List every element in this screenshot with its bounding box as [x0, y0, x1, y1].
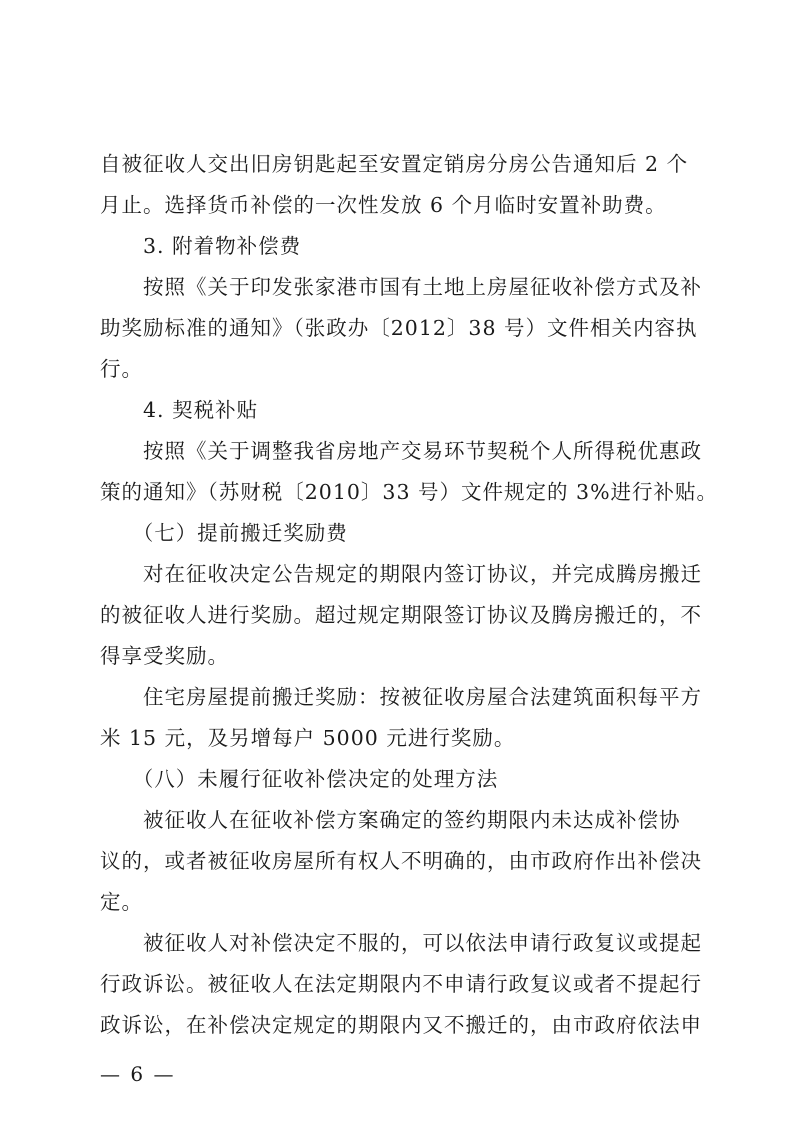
text-line-2: 月止。选择货币补偿的一次性发放 6 个月临时安置补助费。: [100, 193, 667, 217]
text-line-14: 住宅房屋提前搬迁奖励：按被征收房屋合法建筑面积每平方: [100, 685, 702, 709]
text-line-5: 助奖励标准的通知》（张政办〔2012〕38 号）文件相关内容执: [100, 316, 698, 340]
text-line-11: 对在征收决定公告规定的期限内签订协议，并完成腾房搬迁: [100, 562, 702, 586]
text-line-12: 的被征收人进行奖励。超过规定期限签订协议及腾房搬迁的，不: [100, 603, 702, 627]
section-heading-8: （八）未履行征收补偿决定的处理方法: [100, 767, 499, 791]
text-line-22: 政诉讼，在补偿决定规定的期限内又不搬迁的，由市政府依法申: [100, 1013, 702, 1037]
text-line-19: 定。: [100, 890, 143, 914]
page-number: — 6 —: [100, 1062, 176, 1086]
text-line-15: 米 15 元，及另增每户 5000 元进行奖励。: [100, 726, 516, 750]
section-heading-3: 3. 附着物补偿费: [100, 234, 302, 258]
text-line-13: 得享受奖励。: [100, 644, 229, 668]
text-line-18: 议的，或者被征收房屋所有权人不明确的，由市政府作出补偿决: [100, 849, 702, 873]
text-line-4: 按照《关于印发张家港市国有土地上房屋征收补偿方式及补: [100, 275, 702, 299]
text-line-6: 行。: [100, 357, 143, 381]
text-line-20: 被征收人对补偿决定不服的，可以依法申请行政复议或提起: [100, 931, 702, 955]
text-line-17: 被征收人在征收补偿方案确定的签约期限内未达成补偿协: [100, 808, 681, 832]
text-line-8: 按照《关于调整我省房地产交易环节契税个人所得税优惠政: [100, 439, 702, 463]
text-line-9: 策的通知》（苏财税〔2010〕33 号）文件规定的 3%进行补贴。: [100, 480, 719, 504]
section-heading-4: 4. 契税补贴: [100, 398, 259, 422]
text-line-1: 自被征收人交出旧房钥匙起至安置定销房分房公告通知后 2 个: [100, 152, 689, 176]
section-heading-7: （七）提前搬迁奖励费: [100, 521, 348, 545]
text-line-21: 行政诉讼。被征收人在法定期限内不申请行政复议或者不提起行: [100, 972, 702, 996]
